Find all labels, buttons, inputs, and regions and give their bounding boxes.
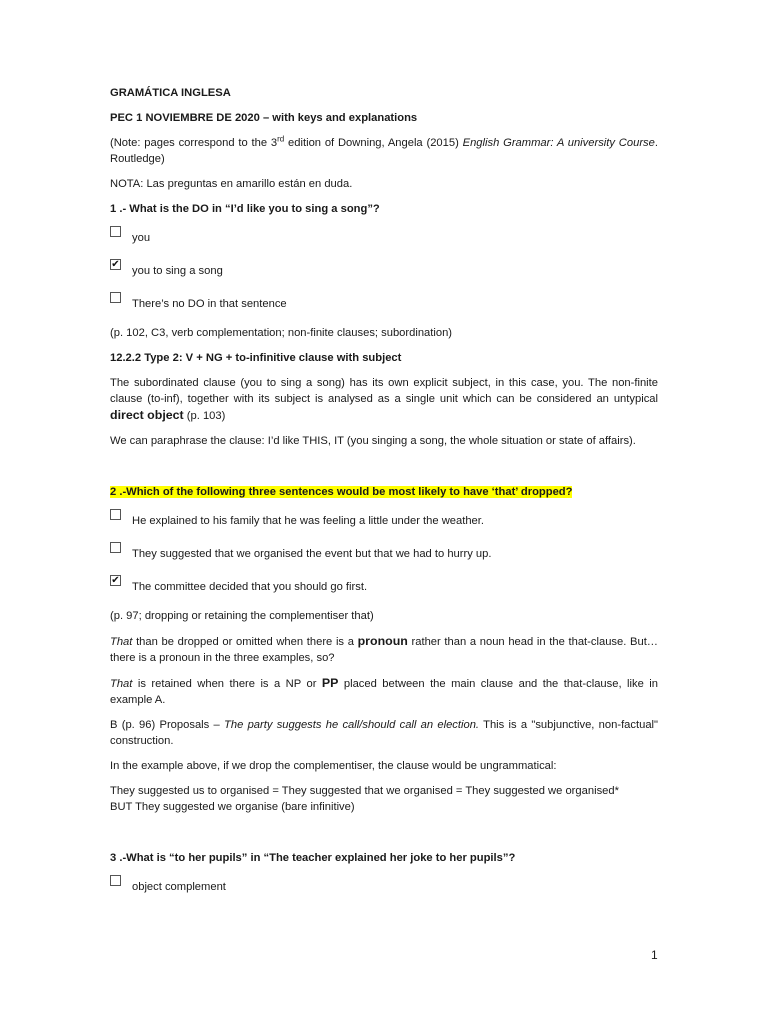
option-label: object complement	[132, 881, 226, 893]
q2-reference: (p. 97; dropping or retaining the complementiser that)	[110, 610, 374, 622]
q1-explanation-1: The subordinated clause (you to sing a song) has its own explicit subject, in this case, you. The non-finite clause (to-inf), together with its subject is analysed as a single unit which can be considered an untypical direct object (p. 103)	[110, 377, 658, 422]
option-label: you to sing a song	[132, 265, 223, 277]
q3-option-a[interactable]	[110, 875, 658, 899]
q2-option-a[interactable]	[110, 509, 658, 533]
checkbox[interactable]	[110, 292, 121, 303]
question-2: 2 .-Which of the following three sentences would be most likely to have ‘that’ dropped?	[110, 486, 573, 498]
q2-explanation-3: B (p. 96) Proposals – The party suggests he call/should call an election. This is a "subjunctive, non-factual" construction.	[110, 719, 659, 747]
checkbox[interactable]	[110, 509, 121, 520]
q2-explanation-1: That than be dropped or omitted when there is a pronoun rather than a noun head in the that-clause. But… there is a pronoun in the three examples, so?	[110, 634, 658, 664]
question-3: 3 .-What is “to her pupils” in “The teacher explained her joke to her pupils”?	[110, 852, 516, 864]
option-label: They suggested that we organised the event but that we had to hurry up.	[132, 548, 492, 560]
q2-explanation-4: In the example above, if we drop the complementiser, the clause would be ungrammatical:	[110, 760, 557, 772]
option-label: you	[132, 232, 151, 244]
q2-explanation-2: That is retained when there is a NP or PP placed between the main clause and the that-clause, like in example A.	[110, 676, 658, 706]
q2-explanation-5: They suggested us to organised = They suggested that we organised = They suggested we organised* BUT They suggested we organise (bare infinitive)	[110, 785, 619, 813]
checkbox-checked[interactable]: ✔	[111, 575, 120, 586]
document-title: GRAMÁTICA INGLESA	[110, 87, 231, 99]
page-number: 1	[651, 948, 658, 962]
option-label: The committee decided that you should go first.	[132, 581, 368, 593]
q1-explanation-2: We can paraphrase the clause: I’d like THIS, IT (you singing a song, the whole situation or state of affairs).	[110, 435, 636, 447]
checkbox[interactable]	[110, 226, 121, 237]
document-subtitle: PEC 1 NOVIEMBRE DE 2020 – with keys and explanations	[110, 112, 418, 124]
q1-section-heading: 12.2.2 Type 2: V + NG + to-infinitive clause with subject	[110, 352, 402, 364]
checkbox-checked[interactable]: ✔	[111, 259, 120, 270]
option-label: He explained to his family that he was feeling a little under the weather.	[132, 515, 484, 527]
checkbox[interactable]	[110, 542, 121, 553]
q1-reference: (p. 102, C3, verb complementation; non-finite clauses; subordination)	[110, 327, 453, 339]
edition-note: (Note: pages correspond to the 3rd edition of Downing, Angela (2015) English Grammar: A university Course. Routledge)	[110, 134, 658, 165]
question-1: 1 .- What is the DO in “I’d like you to sing a song”?	[110, 203, 380, 215]
q1-option-a[interactable]	[110, 226, 658, 250]
q1-option-c[interactable]	[110, 292, 658, 316]
nota-note: NOTA: Las preguntas en amarillo están en duda.	[110, 178, 353, 190]
document-page	[110, 85, 658, 908]
q2-option-c[interactable]	[110, 575, 658, 599]
q2-option-b[interactable]	[110, 542, 658, 566]
checkbox[interactable]	[110, 875, 121, 886]
q1-option-b[interactable]	[110, 259, 658, 283]
option-label: There’s no DO in that sentence	[132, 298, 287, 310]
